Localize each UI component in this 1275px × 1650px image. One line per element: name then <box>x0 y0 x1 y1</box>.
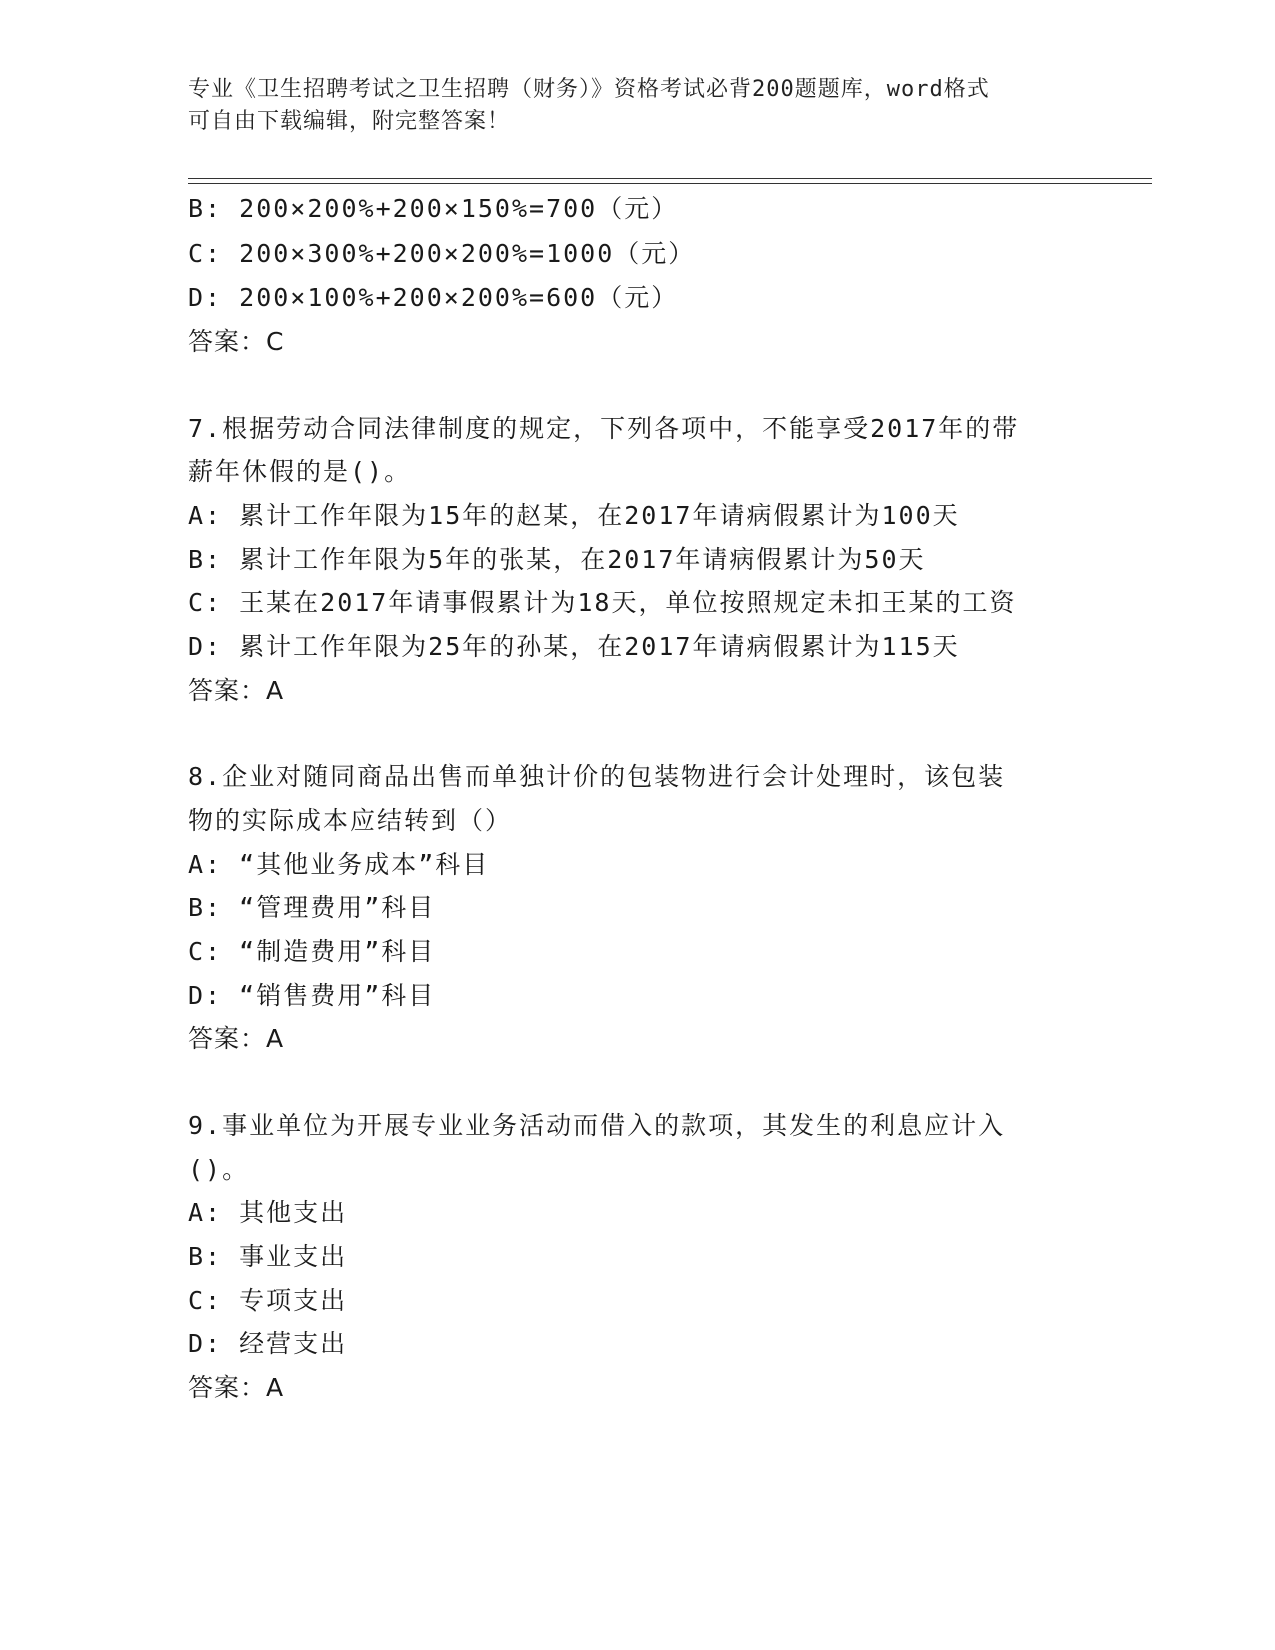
q7-option-c: C: 王某在2017年请事假累计为18天，单位按照规定未扣王某的工资 <box>188 588 1017 617</box>
header-divider-top <box>188 178 1152 179</box>
q8-stem-line-1: 8.企业对随同商品出售而单独计价的包装物进行会计处理时，该包装 <box>188 762 1006 791</box>
q9-option-a: A: 其他支出 <box>188 1198 348 1227</box>
prev-question-option-d: D: 200×100%+200×200%=600（元） <box>188 283 679 312</box>
q9-option-b: B: 事业支出 <box>188 1242 348 1271</box>
q7-option-a: A: 累计工作年限为15年的赵某，在2017年请病假累计为100天 <box>188 501 960 530</box>
q8-stem-line-2: 物的实际成本应结转到（） <box>188 806 513 835</box>
q9-option-c: C: 专项支出 <box>188 1286 348 1315</box>
q7-stem-line-1: 7.根据劳动合同法律制度的规定，下列各项中，不能享受2017年的带 <box>188 414 1020 443</box>
q8-answer: 答案：A <box>188 1024 285 1053</box>
q8-option-b: B: “管理费用”科目 <box>188 893 436 922</box>
q7-stem-line-2: 薪年休假的是()。 <box>188 457 412 486</box>
header-divider-bottom <box>188 183 1152 184</box>
header-title-line-2: 可自由下载编辑，附完整答案！ <box>188 109 511 134</box>
q9-stem-line-2: ()。 <box>188 1155 250 1184</box>
header-title-line-1: 专业《卫生招聘考试之卫生招聘（财务）》资格考试必背200题题库，word格式 <box>188 77 990 102</box>
prev-question-answer: 答案：C <box>188 327 285 356</box>
prev-question-option-b: B: 200×200%+200×150%=700（元） <box>188 194 679 223</box>
document-header <box>188 74 1088 138</box>
q8-option-a: A: “其他业务成本”科目 <box>188 850 490 879</box>
q9-option-d: D: 经营支出 <box>188 1329 348 1358</box>
prev-question-option-c: C: 200×300%+200×200%=1000（元） <box>188 239 696 268</box>
q7-option-b: B: 累计工作年限为5年的张某，在2017年请病假累计为50天 <box>188 545 926 574</box>
q8-option-d: D: “销售费用”科目 <box>188 981 436 1010</box>
q7-option-d: D: 累计工作年限为25年的孙某，在2017年请病假累计为115天 <box>188 632 960 661</box>
q9-answer: 答案：A <box>188 1373 285 1402</box>
q8-option-c: C: “制造费用”科目 <box>188 937 436 966</box>
q9-stem-line-1: 9.事业单位为开展专业业务活动而借入的款项，其发生的利息应计入 <box>188 1111 1006 1140</box>
q7-answer: 答案：A <box>188 676 285 705</box>
